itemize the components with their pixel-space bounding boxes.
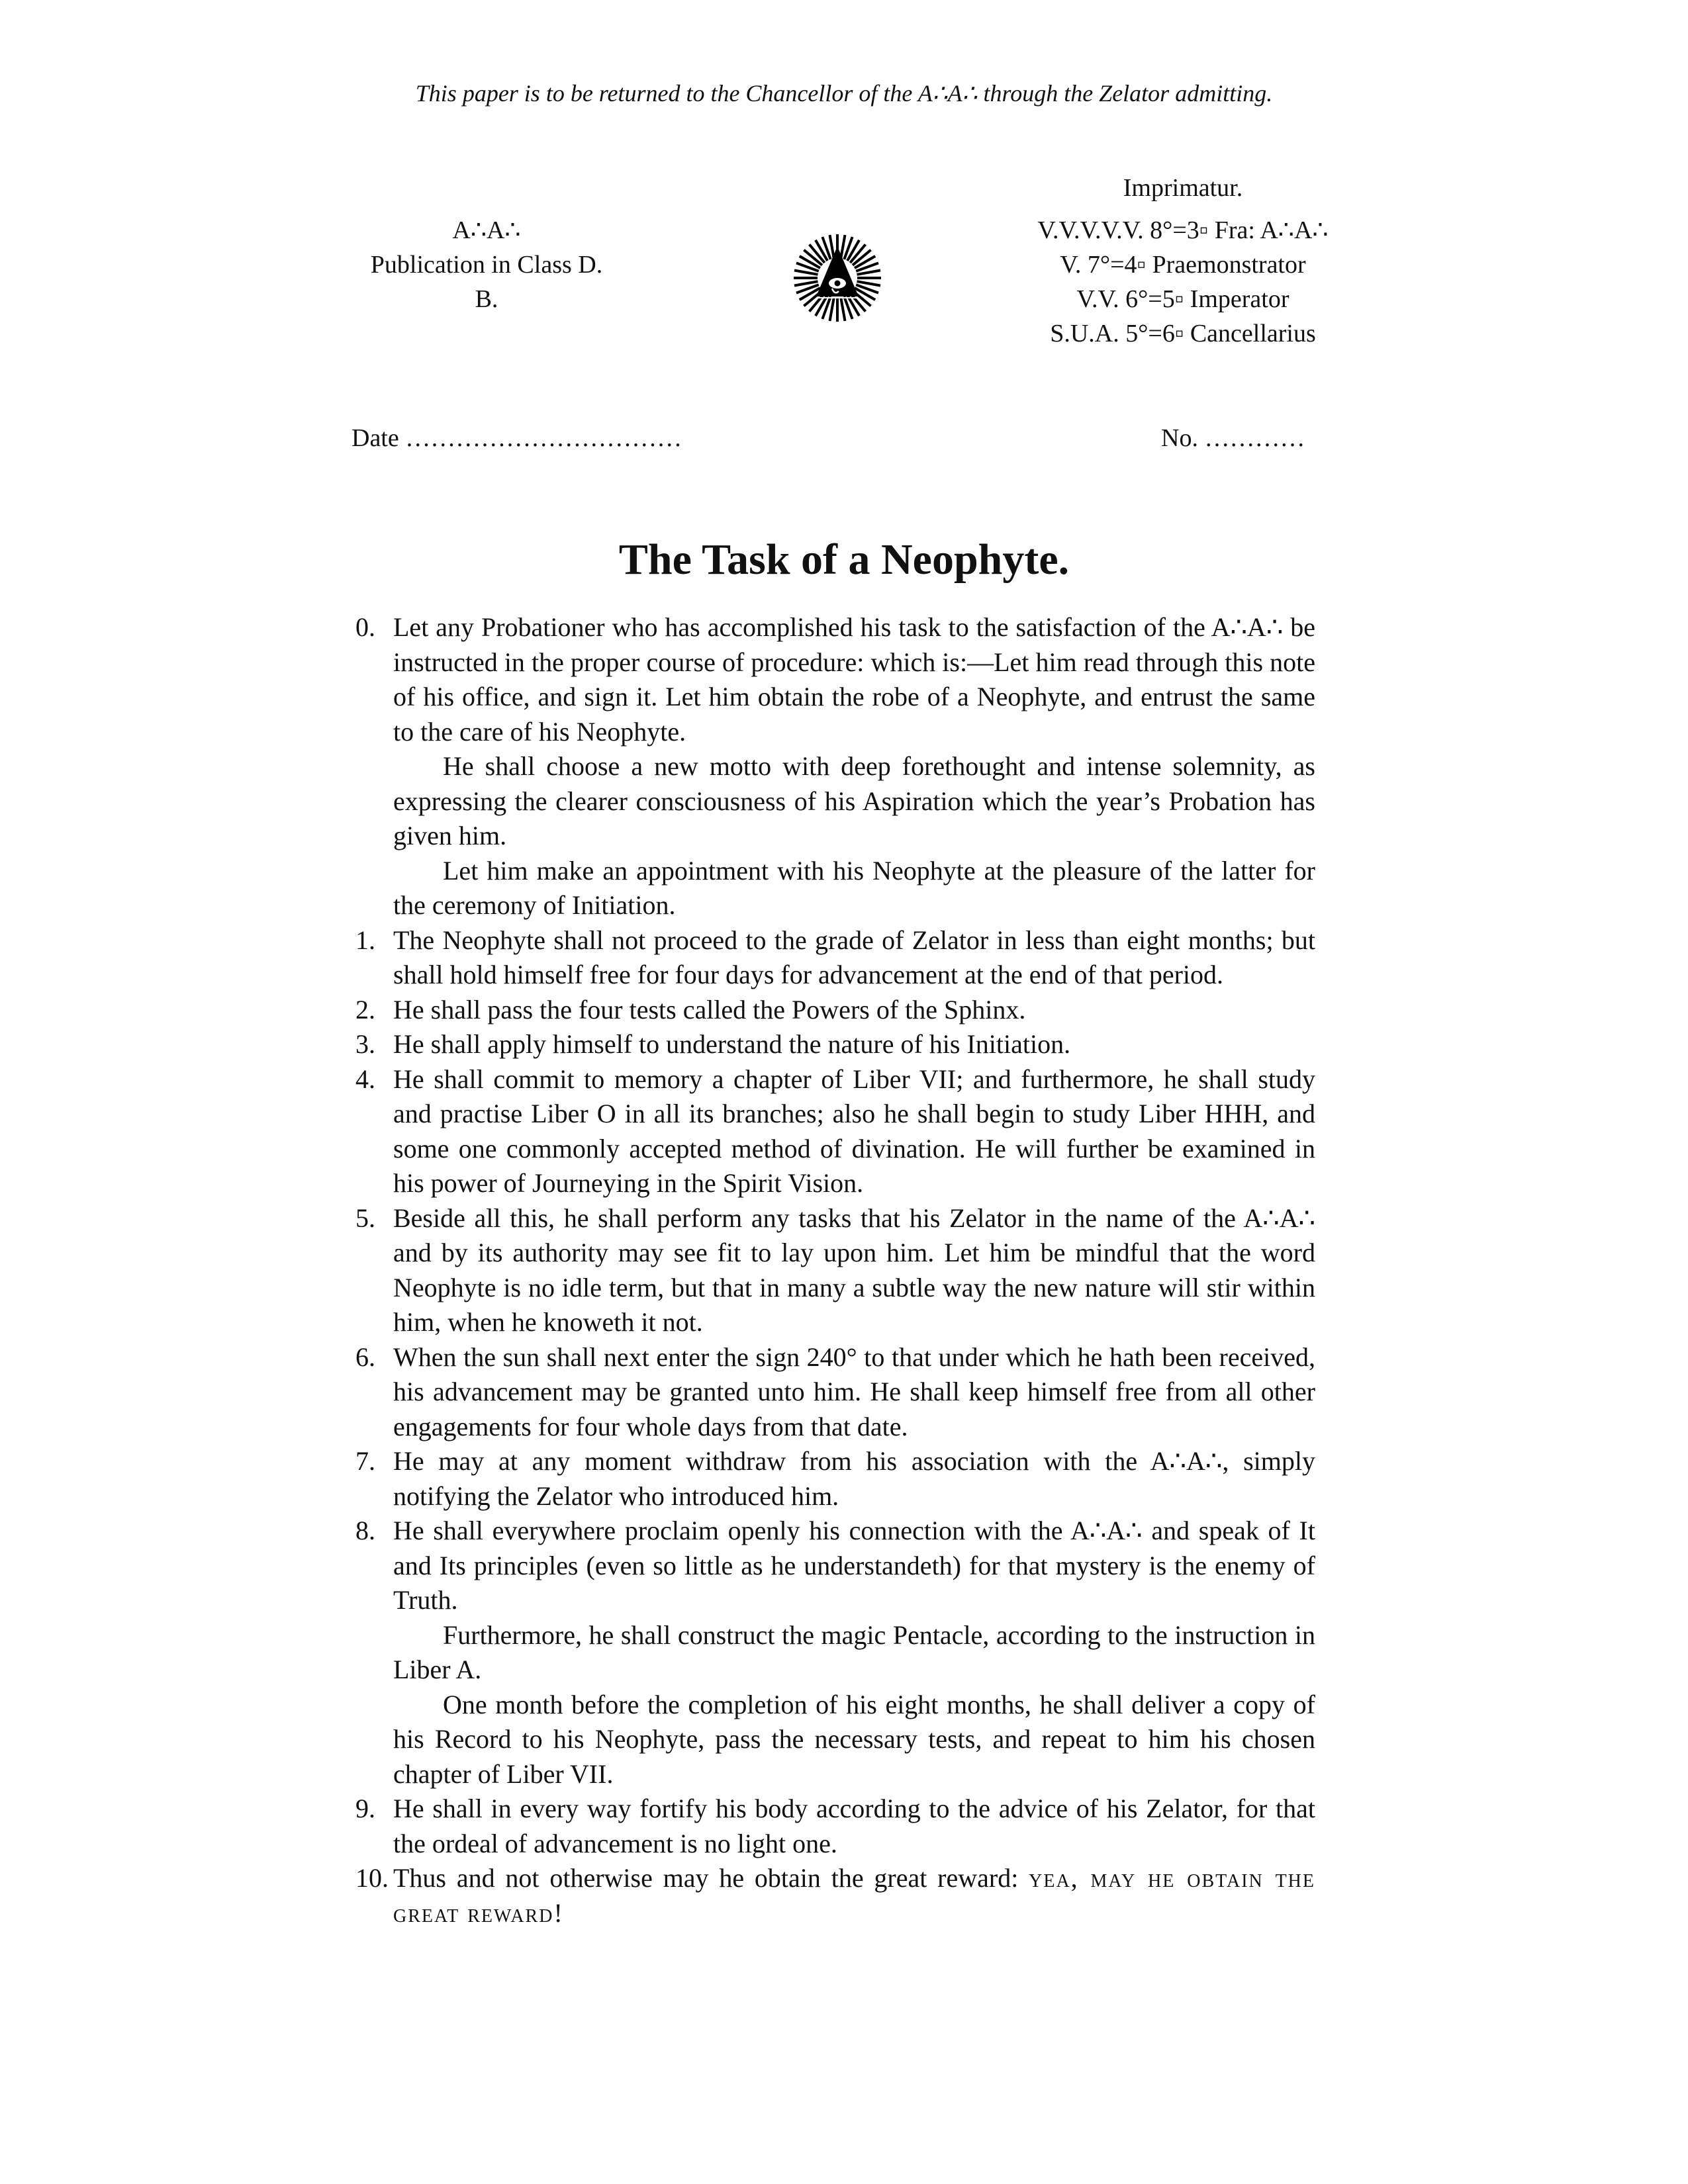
- document-title: The Task of a Neophyte.: [618, 535, 1070, 584]
- publication-class-block: [354, 213, 619, 316]
- item-paragraph: [393, 1861, 1315, 1931]
- item-paragraph: He shall everywhere proclaim openly his connection with the A∴A∴ and speak of It and Its principles (even so little as he understandeth) for that mystery is the enemy of Truth.: [393, 1516, 1315, 1615]
- item-paragraph: Let him make an appointment with his Neophyte at the pleasure of the latter for the ceremony of Initiation.: [393, 855, 1315, 920]
- ray: [857, 281, 881, 285]
- item-paragraph: He may at any moment withdraw from his association with the A∴A∴, simply notifying the Zelator who introduced him.: [393, 1446, 1315, 1511]
- item-paragraph: He shall in every way fortify his body according to the advice of his Zelator, for that the ordeal of advancement is no light one.: [393, 1794, 1315, 1858]
- item-number: 9.: [355, 1794, 375, 1823]
- item-number: 7.: [355, 1446, 375, 1476]
- item-paragraph: He shall commit to memory a chapter of Liber VII; and furthermore, he shall study and practise Liber O in all its branches; also he shall begin to study Liber HHH, and some one commonly accepted method of divination. He will further be examined in his power of Journeying in the Spirit Vision.: [393, 1064, 1315, 1198]
- item-number: 3.: [355, 1029, 375, 1059]
- item-paragraph: Let any Probationer who has accomplished his task to the satisfaction of the A∴A∴ be instructed in the proper course of procedure: which is:—Let him read through this note of his office, and sign it. Let him obtain the robe of a Neophyte, and entrust the same to the care of his Neophyte.: [393, 612, 1315, 747]
- imprimatur-line: V. 7°=4▫ Praemonstrator: [1060, 251, 1306, 279]
- item-number: 4.: [355, 1064, 375, 1094]
- list-item-final: [355, 1861, 1315, 1931]
- ray: [841, 298, 845, 322]
- list-item: [355, 993, 1315, 1028]
- list-item: [355, 610, 1315, 923]
- publication-letter: B.: [475, 285, 498, 313]
- ray: [794, 271, 818, 275]
- item-number: 8.: [355, 1516, 375, 1545]
- return-notice: This paper is to be returned to the Chancellor of the A∴A∴ through the Zelator admitting.: [415, 80, 1273, 107]
- eye-in-triangle-icon: [791, 232, 884, 324]
- ray: [830, 235, 834, 259]
- item-paragraph: He shall apply himself to understand the nature of his Initiation.: [393, 1029, 1071, 1059]
- item-paragraph: He shall pass the four tests called the Powers of the Sphinx.: [393, 994, 1026, 1024]
- list-item: [355, 1514, 1315, 1792]
- imprimatur-block: [984, 171, 1382, 351]
- item-paragraph: One month before the completion of his eight months, he shall deliver a copy of his Record to his Neophyte, pass the necessary tests, and repeat to him his chosen chapter of Liber VII.: [393, 1689, 1315, 1789]
- item-paragraph: When the sun shall next enter the sign 240° to that under which he hath been received, his advancement may be granted unto him. He shall keep himself free from all other engagements for four whole days from that date.: [393, 1342, 1315, 1441]
- ray: [830, 298, 834, 322]
- imprimatur-heading: Imprimatur.: [1123, 174, 1243, 202]
- ray: [857, 271, 881, 275]
- item-number: 10.: [355, 1863, 389, 1893]
- list-item: [355, 1444, 1315, 1514]
- final-smallcaps: yea, may he obtain the great reward: [393, 1863, 1316, 1928]
- task-list: [355, 610, 1315, 1931]
- ray: [794, 281, 818, 285]
- final-exclamation: !: [553, 1897, 563, 1928]
- item-paragraph: Furthermore, he shall construct the magic Pentacle, according to the instruction in Liber A.: [393, 1619, 1315, 1684]
- imprimatur-line: V.V.V.V.V. 8°=3▫ Fra: A∴A∴: [1037, 216, 1329, 244]
- item-paragraph: He shall choose a new motto with deep forethought and intense solemnity, as expressing the clearer consciousness of his Aspiration which the year’s Probation has given him.: [393, 751, 1315, 850]
- list-item: [355, 1792, 1315, 1861]
- ray: [841, 235, 845, 259]
- number-field: No. …………: [1161, 424, 1305, 452]
- list-item: [355, 1027, 1315, 1062]
- order-name: A∴A∴: [452, 216, 521, 244]
- imprimatur-line: S.U.A. 5°=6▫ Cancellarius: [1050, 320, 1316, 347]
- list-item: [355, 923, 1315, 993]
- item-number: 0.: [355, 612, 375, 642]
- publication-class: Publication in Class D.: [370, 251, 603, 279]
- item-number: 1.: [355, 925, 375, 955]
- item-paragraph: The Neophyte shall not proceed to the grade of Zelator in less than eight months; but shall hold himself free for four days for advancement at the end of that period.: [393, 925, 1315, 989]
- item-number: 2.: [355, 994, 375, 1024]
- item-number: 6.: [355, 1342, 375, 1372]
- final-text: Thus and not otherwise may he obtain the great reward:: [393, 1863, 1029, 1893]
- item-paragraph: Beside all this, he shall perform any tasks that his Zelator in the name of the A∴A∴ and by its authority may see fit to lay upon him. Let him be mindful that the word Neophyte is no idle term, but that in many a subtle way the new nature will stir within him, when he knoweth it not.: [393, 1203, 1315, 1337]
- list-item: [355, 1062, 1315, 1201]
- list-item: [355, 1201, 1315, 1340]
- imprimatur-line: V.V. 6°=5▫ Imperator: [1076, 285, 1289, 313]
- item-number: 5.: [355, 1203, 375, 1233]
- list-item: [355, 1340, 1315, 1445]
- date-field: Date ……………………………: [352, 424, 682, 452]
